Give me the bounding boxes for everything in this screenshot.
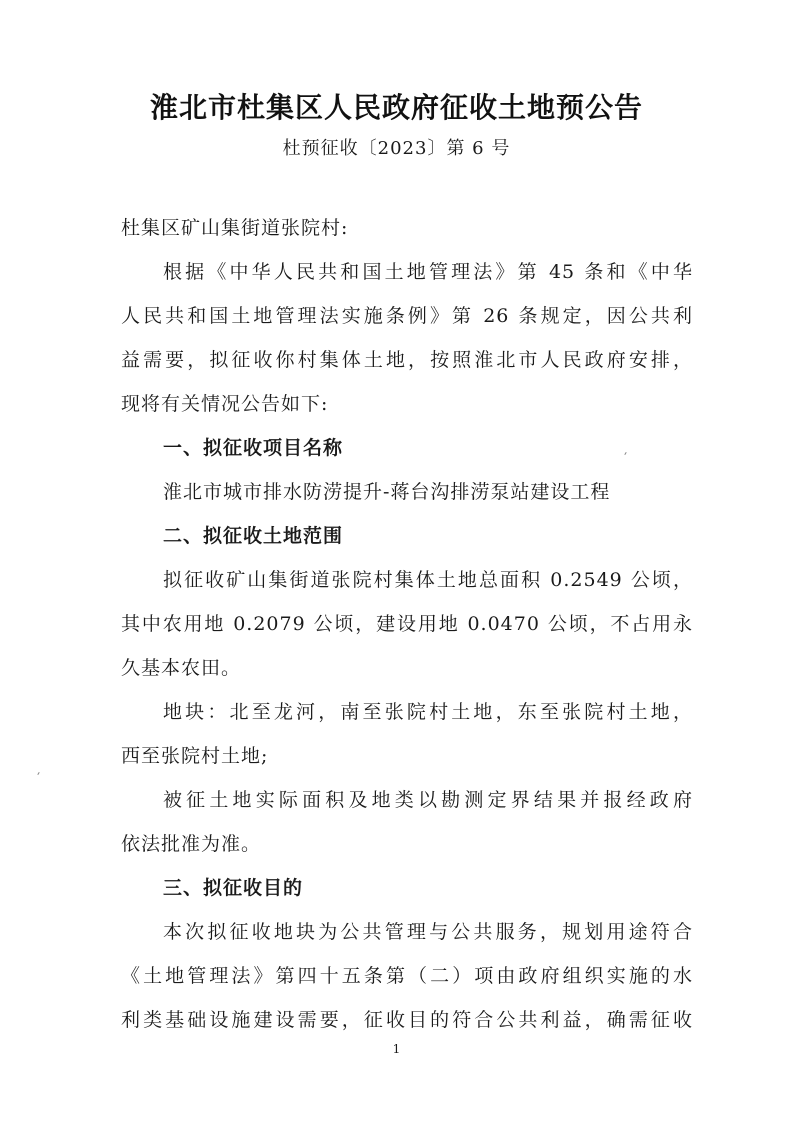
intro-line-4: 现将有关情况公告如下: [121, 393, 329, 415]
area-line-2: 其中农用地 0.2079 公顷，建设用地 0.0470 公顷，不占用永 [121, 613, 693, 635]
intro-line-2: 人民共和国土地管理法实施条例》第 26 条规定，因公共利 [121, 305, 693, 327]
project-name: 淮北市城市排水防涝提升-蒋台沟排涝泵站建设工程 [163, 481, 611, 503]
purpose-line-2: 《土地管理法》第四十五条第（二）项由政府组织实施的水 [121, 965, 693, 987]
section2-heading: 二、拟征收土地范围 [163, 525, 344, 547]
area-line-1: 拟征收矿山集街道张院村集体土地总面积 0.2549 公顷， [163, 569, 693, 591]
plot-line-2: 西至张院村土地; [121, 745, 269, 767]
survey-line-2: 依法批准为准。 [121, 833, 262, 855]
addressee: 杜集区矿山集街道张院村: [121, 217, 349, 239]
survey-line-1: 被征土地实际面积及地类以勘测定界结果并报经政府 [163, 789, 693, 811]
scan-speck [37, 772, 39, 775]
area-line-3: 久基本农田。 [121, 657, 242, 679]
section1-heading: 一、拟征收项目名称 [163, 437, 344, 459]
page-number: 1 [392, 1042, 401, 1056]
section3-heading: 三、拟征收目的 [163, 877, 304, 899]
document-title: 淮北市杜集区人民政府征收土地预公告 [149, 91, 643, 124]
purpose-line-3: 利类基础设施建设需要，征收目的符合公共利益，确需征收 [121, 1009, 693, 1031]
purpose-line-1: 本次拟征收地块为公共管理与公共服务，规划用途符合 [163, 921, 693, 943]
intro-line-3: 益需要，拟征收你村集体土地，按照淮北市人民政府安排， [121, 349, 693, 371]
plot-line-1: 地块：北至龙河，南至张院村土地，东至张院村土地， [163, 701, 693, 723]
document-number: 杜预征收〔2023〕第 6 号 [282, 138, 511, 159]
intro-line-1: 根据《中华人民共和国土地管理法》第 45 条和《中华 [163, 261, 693, 283]
